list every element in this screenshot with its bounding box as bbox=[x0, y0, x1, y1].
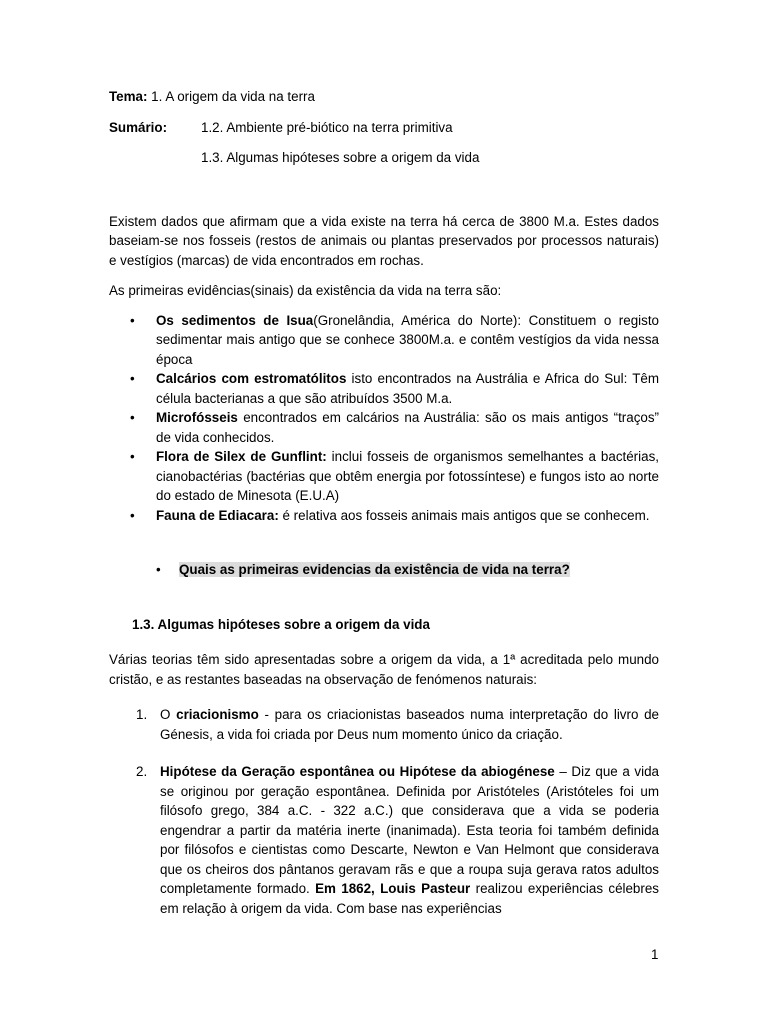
bullet-icon: • bbox=[130, 410, 135, 425]
evidence-item bbox=[109, 369, 659, 408]
bullet-icon: • bbox=[130, 312, 135, 328]
hypothesis-item bbox=[109, 705, 659, 744]
page-number: 1 bbox=[651, 947, 659, 962]
question-item bbox=[109, 560, 659, 580]
evidence-title: Calcários com estromatólitos bbox=[156, 371, 347, 386]
hypothesis-number: 1. bbox=[136, 707, 148, 722]
evidence-item bbox=[109, 408, 659, 447]
evidence-text: isto encontrados na Austrália e Africa do Sul: Têm célula bacterianas a que são atribuídos 3500 M.a. bbox=[156, 371, 659, 406]
hypothesis-item bbox=[109, 762, 659, 918]
tema-label: Tema: bbox=[109, 89, 148, 104]
evidence-text: inclui fosseis de organismos semelhantes a bactérias, cianobactérias (bactérias que obtêm energia por fotossíntese) e fungos isto ao norte do estado de Minesota (E.U.A) bbox=[156, 449, 659, 503]
evidence-title: Os sedimentos de Isua bbox=[156, 312, 314, 328]
question-text: Quais as primeiras evidencias da existência de vida na terra? bbox=[179, 562, 570, 577]
evidence-text: encontrados em calcários na Austrália: são os mais antigos “traços” de vida conhecidos. bbox=[156, 410, 659, 445]
bullet-icon: • bbox=[130, 371, 135, 386]
hypotheses-list bbox=[109, 705, 659, 918]
bullet-icon: • bbox=[130, 449, 135, 464]
evidence-title: Flora de Silex de Gunflint: bbox=[156, 449, 327, 464]
sumario-item-1: 1.2. Ambiente pré-biótico na terra primitiva bbox=[201, 119, 453, 135]
hypothesis-title: criacionismo bbox=[176, 707, 259, 722]
section-intro: Várias teorias têm sido apresentadas sobre a origem da vida, a 1ª acreditada pelo mundo cristão, e as restantes baseadas na observação de fenómenos naturais: bbox=[109, 652, 659, 687]
section-heading: 1.3. Algumas hipóteses sobre a origem da vida bbox=[132, 616, 430, 632]
tema-line bbox=[109, 87, 659, 107]
hypothesis-title: Hipótese da Geração espontânea ou Hipótese da abiogénese bbox=[160, 764, 555, 779]
evidence-item bbox=[109, 447, 659, 506]
hypothesis-prefix: O bbox=[160, 707, 177, 722]
evidence-item bbox=[109, 506, 659, 526]
evidence-text: (Gronelândia, América do Norte): Constituem o registo sedimentar mais antigo que se conhece 3800M.a. e contêm vestígios da vida nessa época bbox=[156, 312, 659, 367]
evidence-title: Fauna de Ediacara: bbox=[156, 507, 279, 523]
sumario-item-2: 1.3. Algumas hipóteses sobre a origem da vida bbox=[201, 150, 480, 165]
sumario-line bbox=[109, 118, 659, 138]
sumario-label: Sumário: bbox=[109, 119, 168, 135]
evidence-list bbox=[109, 311, 659, 526]
hypothesis-highlight: Em 1862, Louis Pasteur bbox=[315, 881, 471, 896]
page-content bbox=[109, 87, 659, 918]
bullet-icon: • bbox=[130, 507, 135, 523]
hypothesis-number: 2. bbox=[136, 764, 148, 779]
evidence-text: é relativa aos fosseis animais mais antigos que se conhecem. bbox=[278, 507, 650, 523]
intro-paragraph-1: Existem dados que afirmam que a vida existe na terra há cerca de 3800 M.a. Estes dados baseiam-se nos fosseis (restos de animais ou plantas preservados por processos naturais) e vestígios (marcas) de vida encontrados em rochas. bbox=[109, 213, 659, 268]
evidence-title: Microfósseis bbox=[156, 410, 238, 425]
hypothesis-text-continued: realizou experiências célebres em relação à origem da vida. Com base nas experiências bbox=[160, 881, 659, 916]
bullet-icon: • bbox=[156, 562, 161, 577]
evidence-item bbox=[109, 311, 659, 370]
intro-paragraph-2: As primeiras evidências(sinais) da existência da vida na terra são: bbox=[109, 283, 502, 298]
hypothesis-text: - para os criacionistas baseados numa interpretação do livro de Génesis, a vida foi criada por Deus num momento único da criação. bbox=[160, 707, 660, 742]
tema-text: 1. A origem da vida na terra bbox=[147, 89, 315, 104]
hypothesis-text: – Diz que a vida se originou por geração espontânea. Definida por Aristóteles (Aristóteles foi um filósofo grego, 384 a.C. - 322 a.C.) que considerava que a vida se poderia engendrar a partir da matéria inerte (inanimada). Esta teoria foi também definida por filósofos e cientistas como Descarte, Newton e Van Helmont que considerava que os cheiros dos pântanos geravam rãs e que a roupa suja gerava ratos adultos completamente formado. bbox=[160, 764, 659, 896]
